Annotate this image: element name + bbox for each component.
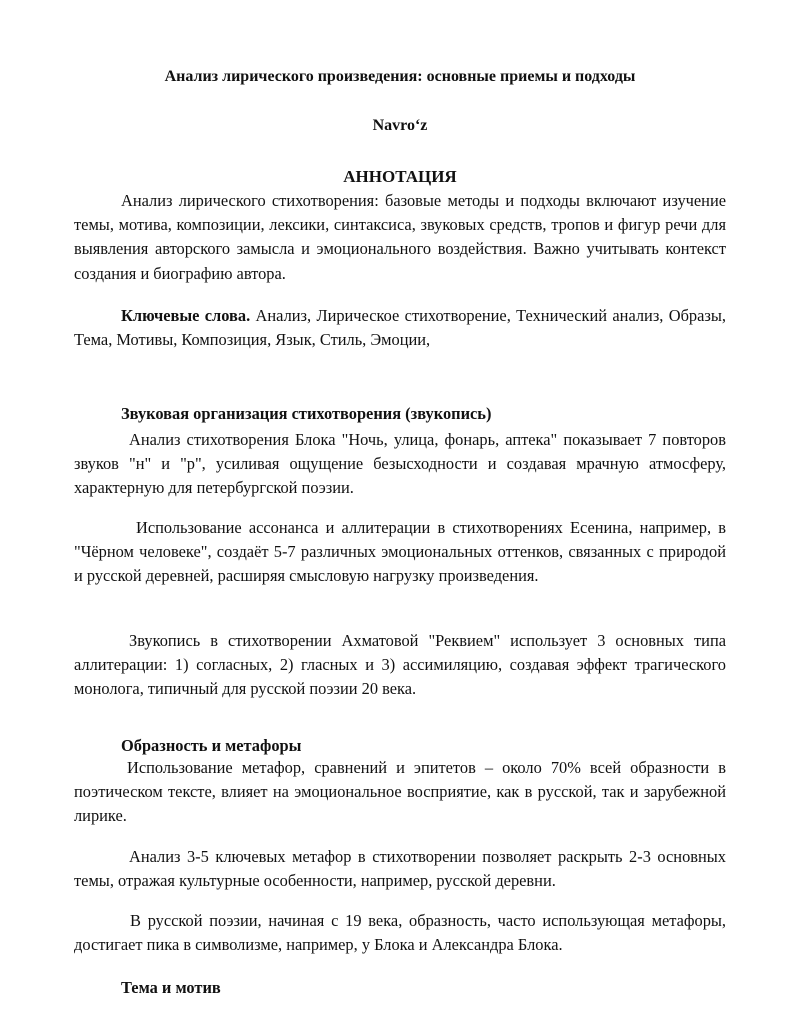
paragraph: Анализ стихотворения Блока "Ночь, улица, фонарь, аптека" показывает 7 повторов звуков "н" и "р", усиливая ощущение безысходности и создавая мрачную атмосферу, характерную для петербургской поэзии.	[74, 430, 726, 498]
paragraph: Анализ 3-5 ключевых метафор в стихотворении позволяет раскрыть 2-3 основных темы, отражая культурные особенности, например, русской деревни.	[74, 847, 726, 891]
section-heading-theme: Тема и мотив	[121, 978, 221, 997]
annotation-heading: АННОТАЦИЯ	[343, 167, 457, 186]
section-heading-imagery: Образность и метафоры	[121, 736, 302, 755]
document-title: Анализ лирического произведения: основные приемы и подходы	[164, 68, 636, 85]
section-heading-sound: Звуковая организация стихотворения (звукопись)	[121, 404, 492, 423]
paragraph: В русской поэзии, начиная с 19 века, образность, часто использующая метафоры, достигает пика в символизме, например, у Блока и Александра Блока.	[74, 911, 726, 955]
keywords-label: Ключевые слова.	[121, 306, 251, 325]
keywords-paragraph	[74, 304, 726, 352]
annotation-paragraph: Анализ лирического стихотворения: базовые методы и подходы включают изучение темы, мотива, композиции, лексики, синтаксиса, звуковых средств, тропов и фигур речи для выявления авторского замысла и эмоционального воздействия. Важно учитывать контекст создания и биографию автора.	[74, 191, 726, 283]
paragraph: Звукопись в стихотворении Ахматовой "Реквием" использует 3 основных типа аллитерации: 1) согласных, 2) гласных и 3) ассимиляцию, создавая эффект трагического монолога, типичный для русской поэзии 20 века.	[74, 631, 726, 699]
keywords-text: Анализ, Лирическое стихотворение, Технический анализ, Образы, Тема, Мотивы, Композиция, Язык, Стиль, Эмоции,	[74, 306, 726, 350]
author-name: Navro‘z	[372, 117, 428, 134]
paragraph: Использование метафор, сравнений и эпитетов – около 70% всей образности в поэтическом тексте, влияет на эмоциональное восприятие, как в русской, так и зарубежной лирике.	[74, 758, 726, 826]
paragraph: Использование ассонанса и аллитерации в стихотворениях Есенина, например, в "Чёрном человеке", создаёт 5-7 различных эмоциональных оттенков, связанных с природой и русской деревней, расширяя смысловую нагрузку произведения.	[74, 518, 726, 586]
